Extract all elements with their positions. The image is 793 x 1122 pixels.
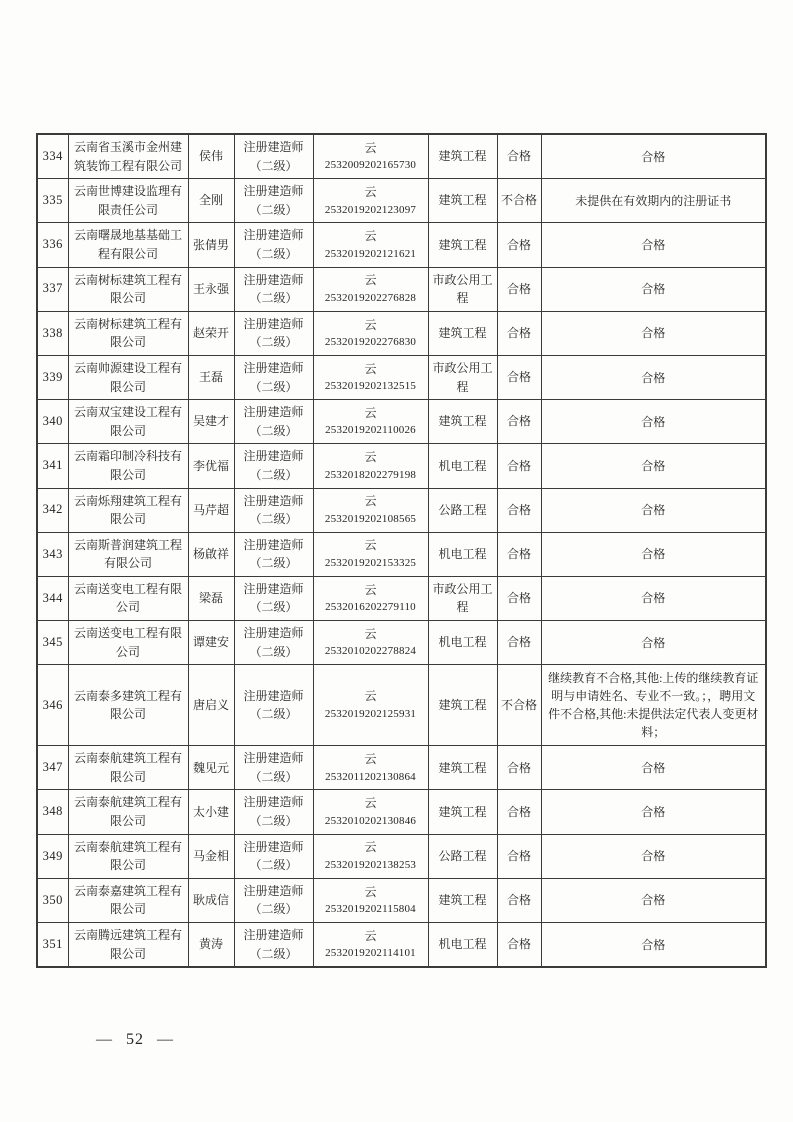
cell-certificate <box>313 311 428 355</box>
cell-major: 建筑工程 <box>428 878 497 922</box>
cell-remark: 合格 <box>541 923 766 968</box>
cell-remark: 合格 <box>541 134 766 179</box>
cell-company-name: 云南双宝建设工程有限公司 <box>68 400 188 444</box>
cell-person-name: 王磊 <box>188 355 234 399</box>
cert-number: 2532019202138253 <box>324 858 417 871</box>
cell-major: 建筑工程 <box>428 790 497 834</box>
cell-company-name: 云南送变电工程有限公司 <box>68 576 188 620</box>
cell-credential: 注册建造师 （二级） <box>234 923 313 968</box>
cert-number: 2532019202110026 <box>325 424 416 437</box>
cell-result: 合格 <box>497 576 541 620</box>
cell-credential: 注册建造师 （二级） <box>234 267 313 311</box>
cell-certificate <box>313 179 428 223</box>
table-row <box>37 878 766 922</box>
cell-person-name: 赵荣开 <box>188 311 234 355</box>
cert-region: 云 <box>364 538 377 553</box>
cell-major: 建筑工程 <box>428 223 497 267</box>
table-row <box>37 400 766 444</box>
cell-serial-number: 347 <box>37 746 68 790</box>
cell-person-name: 太小建 <box>188 790 234 834</box>
cell-certificate <box>313 134 428 179</box>
cell-credential: 注册建造师 （二级） <box>234 790 313 834</box>
cell-credential: 注册建造师 （二级） <box>234 576 313 620</box>
cell-company-name: 云南树标建筑工程有限公司 <box>68 267 188 311</box>
cell-company-name: 云南泰多建筑工程有限公司 <box>68 665 188 746</box>
cell-result: 合格 <box>497 488 541 532</box>
cell-serial-number: 343 <box>37 532 68 576</box>
cell-serial-number: 338 <box>37 311 68 355</box>
cert-number: 2532019202114101 <box>325 947 416 960</box>
cell-company-name: 云南泰航建筑工程有限公司 <box>68 790 188 834</box>
cell-remark: 合格 <box>541 488 766 532</box>
cert-region: 云 <box>364 273 377 288</box>
cert-region: 云 <box>364 884 377 899</box>
table-row <box>37 923 766 968</box>
table-body <box>37 134 766 967</box>
table-row <box>37 488 766 532</box>
cell-certificate <box>313 532 428 576</box>
cert-number: 2532019202132515 <box>324 380 417 393</box>
cell-serial-number: 348 <box>37 790 68 834</box>
cell-result: 合格 <box>497 878 541 922</box>
cell-certificate <box>313 267 428 311</box>
cell-remark: 合格 <box>541 576 766 620</box>
cell-credential: 注册建造师 （二级） <box>234 179 313 223</box>
cell-company-name: 云南曙晟地基基础工程有限公司 <box>68 223 188 267</box>
cell-credential: 注册建造师 （二级） <box>234 878 313 922</box>
cell-remark: 合格 <box>541 746 766 790</box>
cell-major: 机电工程 <box>428 923 497 968</box>
cell-remark: 合格 <box>541 834 766 878</box>
cell-certificate <box>313 621 428 665</box>
cell-person-name: 全刚 <box>188 179 234 223</box>
cert-region: 云 <box>364 840 377 855</box>
cell-remark: 合格 <box>541 790 766 834</box>
cell-certificate <box>313 355 428 399</box>
cell-company-name: 云南烁翔建筑工程有限公司 <box>68 488 188 532</box>
cert-region: 云 <box>364 796 377 811</box>
cell-result: 合格 <box>497 444 541 488</box>
cell-remark: 合格 <box>541 223 766 267</box>
cell-major: 建筑工程 <box>428 134 497 179</box>
cell-major: 建筑工程 <box>428 665 497 746</box>
cell-company-name: 云南省玉溪市金州建筑装饰工程有限公司 <box>68 134 188 179</box>
cell-person-name: 吴建才 <box>188 400 234 444</box>
cell-result: 合格 <box>497 834 541 878</box>
cell-person-name: 侯伟 <box>188 134 234 179</box>
cell-serial-number: 337 <box>37 267 68 311</box>
cell-major: 公路工程 <box>428 488 497 532</box>
cell-major: 建筑工程 <box>428 400 497 444</box>
table-row <box>37 576 766 620</box>
cell-certificate <box>313 400 428 444</box>
cell-credential: 注册建造师 （二级） <box>234 746 313 790</box>
cell-credential: 注册建造师 （二级） <box>234 665 313 746</box>
registration-review-table <box>36 133 767 968</box>
cert-region: 云 <box>364 582 377 597</box>
cert-number: 2532019202125931 <box>324 708 417 721</box>
cell-certificate <box>313 488 428 532</box>
cert-number: 2532019202276828 <box>324 291 417 304</box>
cell-result: 合格 <box>497 621 541 665</box>
cell-serial-number: 339 <box>37 355 68 399</box>
cell-result: 合格 <box>497 923 541 968</box>
cell-person-name: 杨啟祥 <box>188 532 234 576</box>
cell-result: 合格 <box>497 134 541 179</box>
cell-major: 市政公用工程 <box>428 355 497 399</box>
cell-serial-number: 342 <box>37 488 68 532</box>
table-row <box>37 311 766 355</box>
cert-number: 2532019202121621 <box>324 247 417 260</box>
cell-company-name: 云南霜印制冷科技有限公司 <box>68 444 188 488</box>
cell-credential: 注册建造师 （二级） <box>234 223 313 267</box>
cell-person-name: 耿成信 <box>188 878 234 922</box>
cell-major: 建筑工程 <box>428 179 497 223</box>
cell-remark: 继续教育不合格,其他:上传的继续教育证明与申请姓名、专业不一致。；，聘用文件不合格,其他:未提供法定代表人变更材料； <box>541 665 766 746</box>
table-row <box>37 179 766 223</box>
cell-remark: 合格 <box>541 532 766 576</box>
cell-person-name: 梁磊 <box>188 576 234 620</box>
cell-credential: 注册建造师 （二级） <box>234 400 313 444</box>
cell-credential: 注册建造师 （二级） <box>234 621 313 665</box>
cell-certificate <box>313 444 428 488</box>
cell-credential: 注册建造师 （二级） <box>234 532 313 576</box>
cell-certificate <box>313 576 428 620</box>
cell-company-name: 云南泰航建筑工程有限公司 <box>68 746 188 790</box>
cell-credential: 注册建造师 （二级） <box>234 134 313 179</box>
cert-region: 云 <box>364 229 377 244</box>
table-row <box>37 532 766 576</box>
cell-major: 建筑工程 <box>428 746 497 790</box>
cell-serial-number: 346 <box>37 665 68 746</box>
table-row <box>37 355 766 399</box>
cell-person-name: 黄涛 <box>188 923 234 968</box>
cell-remark: 合格 <box>541 878 766 922</box>
cell-company-name: 云南帅源建设工程有限公司 <box>68 355 188 399</box>
cert-number: 2532011202130864 <box>325 770 416 783</box>
cell-credential: 注册建造师 （二级） <box>234 355 313 399</box>
cell-serial-number: 336 <box>37 223 68 267</box>
cell-person-name: 李优福 <box>188 444 234 488</box>
cert-number: 2532010202278824 <box>324 645 417 658</box>
cell-credential: 注册建造师 （二级） <box>234 444 313 488</box>
cert-region: 云 <box>364 405 377 420</box>
cert-region: 云 <box>364 184 377 199</box>
cell-serial-number: 350 <box>37 878 68 922</box>
cell-major: 建筑工程 <box>428 311 497 355</box>
cell-company-name: 云南腾远建筑工程有限公司 <box>68 923 188 968</box>
cell-person-name: 唐启义 <box>188 665 234 746</box>
cert-number: 2532019202115804 <box>325 903 416 916</box>
cell-credential: 注册建造师 （二级） <box>234 834 313 878</box>
cell-result: 合格 <box>497 790 541 834</box>
cell-result: 合格 <box>497 400 541 444</box>
cell-result: 合格 <box>497 355 541 399</box>
table-row <box>37 134 766 179</box>
table-row <box>37 746 766 790</box>
table-row <box>37 790 766 834</box>
table-row <box>37 665 766 746</box>
page-number: — 52 — <box>96 1031 174 1048</box>
cell-serial-number: 351 <box>37 923 68 968</box>
cell-company-name: 云南泰嘉建筑工程有限公司 <box>68 878 188 922</box>
cell-major: 市政公用工程 <box>428 267 497 311</box>
table-row <box>37 834 766 878</box>
cert-number: 2532009202165730 <box>324 159 417 172</box>
cell-company-name: 云南树标建筑工程有限公司 <box>68 311 188 355</box>
cell-serial-number: 341 <box>37 444 68 488</box>
cert-number: 2532019202123097 <box>324 203 417 216</box>
cert-region: 云 <box>364 928 377 943</box>
cert-region: 云 <box>364 494 377 509</box>
cell-person-name: 魏见元 <box>188 746 234 790</box>
cert-region: 云 <box>364 317 377 332</box>
cell-certificate <box>313 923 428 968</box>
cell-certificate <box>313 790 428 834</box>
table-row <box>37 444 766 488</box>
cell-serial-number: 340 <box>37 400 68 444</box>
cell-major: 机电工程 <box>428 621 497 665</box>
cell-serial-number: 345 <box>37 621 68 665</box>
cert-number: 2532019202276830 <box>324 336 417 349</box>
cell-result: 合格 <box>497 746 541 790</box>
cert-region: 云 <box>364 361 377 376</box>
cell-serial-number: 334 <box>37 134 68 179</box>
cell-certificate <box>313 223 428 267</box>
cell-result: 合格 <box>497 532 541 576</box>
cell-result: 不合格 <box>497 665 541 746</box>
cell-company-name: 云南泰航建筑工程有限公司 <box>68 834 188 878</box>
cell-remark: 合格 <box>541 311 766 355</box>
cell-company-name: 云南斯普润建筑工程有限公司 <box>68 532 188 576</box>
cert-region: 云 <box>364 450 377 465</box>
cell-remark: 合格 <box>541 355 766 399</box>
cell-company-name: 云南送变电工程有限公司 <box>68 621 188 665</box>
cell-certificate <box>313 746 428 790</box>
cell-remark: 合格 <box>541 400 766 444</box>
cell-result: 不合格 <box>497 179 541 223</box>
cell-remark: 合格 <box>541 267 766 311</box>
cell-person-name: 谭建安 <box>188 621 234 665</box>
cert-number: 2532018202279198 <box>324 468 417 481</box>
cell-person-name: 马金相 <box>188 834 234 878</box>
cert-number: 2532019202108565 <box>324 512 417 525</box>
cell-person-name: 马芹超 <box>188 488 234 532</box>
cell-certificate <box>313 665 428 746</box>
table-row <box>37 267 766 311</box>
cert-region: 云 <box>364 140 377 155</box>
cert-number: 2532019202153325 <box>324 557 417 570</box>
table-row <box>37 621 766 665</box>
cell-major: 公路工程 <box>428 834 497 878</box>
cell-serial-number: 349 <box>37 834 68 878</box>
cert-number: 2532016202279110 <box>325 601 416 614</box>
cell-remark: 未提供在有效期内的注册证书 <box>541 179 766 223</box>
cell-result: 合格 <box>497 267 541 311</box>
cert-region: 云 <box>364 752 377 767</box>
cell-serial-number: 344 <box>37 576 68 620</box>
cert-number: 2532010202130846 <box>324 814 417 827</box>
table-row <box>37 223 766 267</box>
cell-person-name: 张倩男 <box>188 223 234 267</box>
cell-remark: 合格 <box>541 621 766 665</box>
cell-major: 机电工程 <box>428 444 497 488</box>
cell-credential: 注册建造师 （二级） <box>234 488 313 532</box>
cell-certificate <box>313 834 428 878</box>
cell-remark: 合格 <box>541 444 766 488</box>
cell-certificate <box>313 878 428 922</box>
cert-region: 云 <box>364 689 377 704</box>
cell-major: 机电工程 <box>428 532 497 576</box>
cert-region: 云 <box>364 626 377 641</box>
cell-major: 市政公用工程 <box>428 576 497 620</box>
cell-credential: 注册建造师 （二级） <box>234 311 313 355</box>
cell-result: 合格 <box>497 311 541 355</box>
cell-person-name: 王永强 <box>188 267 234 311</box>
cell-result: 合格 <box>497 223 541 267</box>
cell-serial-number: 335 <box>37 179 68 223</box>
cell-company-name: 云南世博建设监理有限责任公司 <box>68 179 188 223</box>
